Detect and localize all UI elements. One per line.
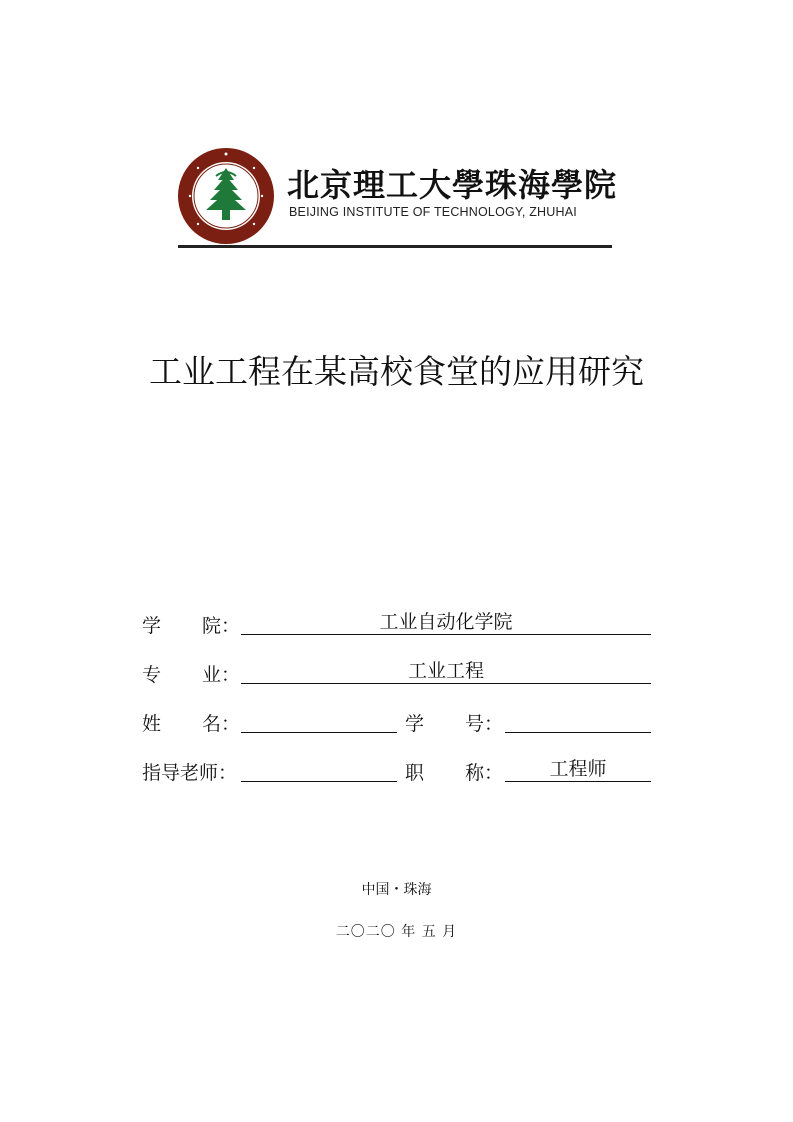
major-label-char-1: 专 [142, 664, 162, 686]
advisor-field [241, 757, 397, 782]
major-field: 工业工程 [241, 659, 651, 684]
university-name-chinese: 北京理工大學珠海學院 [287, 166, 618, 204]
student-id-field [505, 708, 651, 733]
advisor-label: 指导老师： [142, 762, 238, 784]
name-label [142, 709, 241, 735]
location-line: 中国・珠海 [361, 882, 432, 898]
header-divider [178, 245, 612, 248]
thesis-title: 工业工程在某高校食堂的应用研究 [149, 352, 644, 391]
college-label-char-2: 院： [202, 615, 241, 637]
professional-title-label-char-1: 职 [405, 762, 425, 784]
name-label-char-1: 姓 [142, 713, 162, 735]
major-label [142, 660, 241, 686]
college-label-char-1: 学 [142, 615, 162, 637]
date-line: 二〇二〇 年 五 月 [335, 924, 458, 940]
name-label-char-2: 名： [202, 713, 241, 735]
college-label [142, 611, 241, 637]
university-name-english: BEIJING INSTITUTE OF TECHNOLOGY, ZHUHAI [289, 205, 577, 219]
professional-title-label-char-2: 称： [465, 762, 504, 784]
professional-title-field: 工程师 [505, 757, 651, 782]
major-label-char-2: 业： [202, 664, 241, 686]
college-field: 工业自动化学院 [241, 610, 651, 635]
student-id-label-char-1: 学 [405, 713, 425, 735]
student-id-label-char-2: 号： [465, 713, 504, 735]
university-seal-icon [176, 146, 276, 246]
name-field [241, 708, 397, 733]
student-id-label [405, 709, 504, 735]
professional-title-label [405, 758, 504, 784]
university-logo-banner [176, 146, 618, 250]
